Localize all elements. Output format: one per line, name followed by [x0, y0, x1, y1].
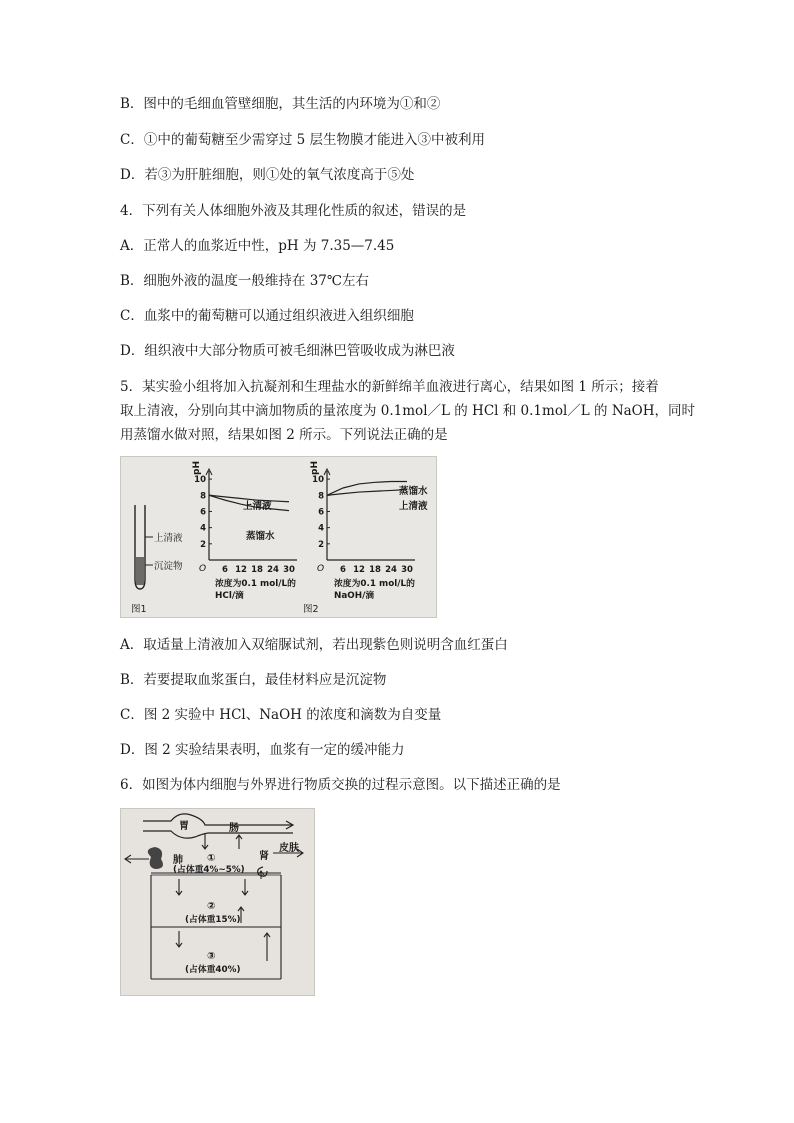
y-tick-label: 6	[318, 507, 324, 518]
x-tick-label: 24	[385, 565, 397, 575]
q3-option-c: C．①中的葡萄糖至少需穿过 5 层生物膜才能进入③中被利用	[120, 132, 486, 148]
chart-naoh-series-label-water: 蒸馏水	[399, 486, 428, 497]
y-tick-label: 10	[312, 475, 324, 486]
x-tick-label: 12	[235, 565, 247, 575]
chart-hcl-xlabel-line2: HCl/滴	[215, 591, 244, 601]
x-tick-label: 6	[222, 565, 228, 575]
chart-naoh-xlabel-line1: 浓度为0.1 mol/L的	[334, 579, 415, 589]
q5-figure	[120, 456, 437, 618]
tube-bottom-label: 沉淀物	[154, 561, 183, 572]
q4-option-d: D．组织液中大部分物质可被毛细淋巴管吸收成为淋巴液	[120, 343, 455, 359]
y-tick-label: 6	[200, 507, 206, 518]
q4-option-a: A．正常人的血浆近中性，pH 为 7.35—7.45	[120, 238, 395, 254]
exchange-arrows	[202, 833, 242, 849]
chart-naoh-series-label-supernatant: 上清液	[399, 501, 428, 512]
q4-stem: 4．下列有关人体细胞外液及其理化性质的叙述，错误的是	[120, 203, 467, 219]
x-tick-label: 24	[267, 565, 279, 575]
digestive-tract	[143, 814, 293, 838]
q4-option-c: C．血浆中的葡萄糖可以通过组织液进入组织细胞	[120, 308, 414, 324]
chart-hcl-origin: O	[199, 564, 207, 574]
chart-naoh-ylabel: pH	[310, 461, 320, 475]
x-tick-label: 30	[283, 565, 295, 575]
y-tick-label: 8	[200, 491, 206, 502]
tube-top-label: 上清液	[154, 533, 183, 544]
q5-option-b: B．若要提取血浆蛋白，最佳材料应是沉淀物	[120, 672, 387, 688]
compartment-3-label: ③	[207, 951, 216, 962]
fig2-caption: 图2	[303, 604, 319, 615]
series-line-a	[327, 482, 407, 496]
chart-naoh	[310, 461, 428, 601]
chart-naoh-origin: O	[317, 564, 325, 574]
compartment-1-percent: (占体重4%~5%)	[173, 865, 245, 875]
q4-option-b: B．细胞外液的温度一般维持在 37℃左右	[120, 273, 369, 289]
y-tick-label: 8	[318, 491, 324, 502]
compartment-1-label: ①	[207, 853, 216, 864]
skin-label: 皮肤	[279, 843, 299, 854]
y-tick-label: 2	[200, 539, 206, 550]
q5-option-a: A．取适量上清液加入双缩脲试剂，若出现紫色则说明含血红蛋白	[120, 637, 508, 653]
q5-stem-line3: 用蒸馏水做对照，结果如图 2 所示。下列说法正确的是	[120, 427, 448, 443]
centrifuge-tube	[135, 505, 153, 589]
y-tick-label: 2	[318, 539, 324, 550]
kidney-label: 肾	[259, 851, 269, 862]
q3-option-b: B．图中的毛细血管壁细胞，其生活的内环境为①和②	[120, 96, 441, 112]
chart-naoh-xlabel-line2: NaOH/滴	[334, 591, 375, 601]
y-tick-label: 4	[200, 523, 206, 534]
q3-option-d: D．若③为肝脏细胞，则①处的氧气浓度高于⑤处	[120, 167, 415, 183]
x-tick-label: 18	[251, 565, 263, 575]
chart-hcl-series-label-supernatant: 上清液	[243, 501, 272, 512]
y-tick-label: 4	[318, 523, 324, 534]
intestine-label: 肠	[229, 823, 239, 834]
lung-label: 肺	[173, 855, 183, 866]
chart-hcl-xlabel-line1: 浓度为0.1 mol/L的	[215, 579, 296, 589]
q6-figure	[120, 808, 315, 996]
q6-figure-svg	[121, 809, 314, 995]
chart-hcl	[192, 461, 297, 601]
compartment-2-percent: (占体重15%)	[185, 915, 241, 925]
q5-option-c: C．图 2 实验中 HCl、NaOH 的浓度和滴数为自变量	[120, 707, 442, 723]
fig1-caption: 图1	[131, 604, 147, 615]
x-tick-label: 12	[353, 565, 365, 575]
stomach-label: 胃	[179, 821, 189, 832]
q5-figure-svg	[121, 457, 436, 617]
x-tick-label: 18	[369, 565, 381, 575]
q5-option-d: D．图 2 实验结果表明，血浆有一定的缓冲能力	[120, 742, 405, 758]
compartment-3-percent: (占体重40%)	[185, 965, 241, 975]
y-tick-label: 10	[194, 475, 206, 486]
lung-icon	[148, 847, 163, 869]
compartment-2-label: ②	[207, 901, 216, 912]
q5-stem-line2: 取上清液，分别向其中滴加物质的量浓度为 0.1mol／L 的 HCl 和 0.1mol／L 的 NaOH，同时	[120, 403, 696, 419]
q5-stem-line1: 5．某实验小组将加入抗凝剂和生理盐水的新鲜绵羊血液进行离心，结果如图 1 所示；接着	[120, 379, 659, 395]
chart-hcl-series-label-water: 蒸馏水	[246, 531, 275, 542]
x-tick-label: 6	[340, 565, 346, 575]
x-tick-label: 30	[401, 565, 413, 575]
q6-stem: 6．如图为体内细胞与外界进行物质交换的过程示意图。以下描述正确的是	[120, 777, 561, 793]
chart-hcl-ylabel: pH	[192, 461, 202, 475]
